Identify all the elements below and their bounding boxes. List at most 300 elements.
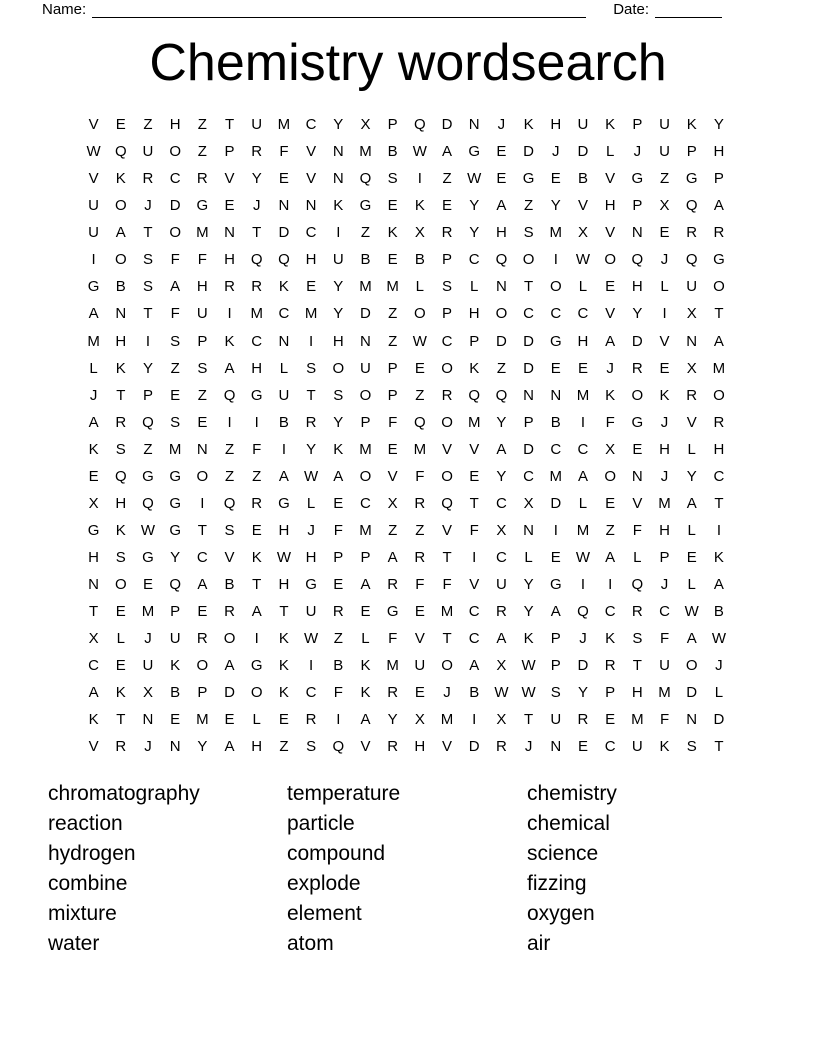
grid-letter: T [116,386,126,404]
grid-letter: E [251,521,262,539]
grid-letter: D [713,711,725,729]
grid-letter: L [361,630,370,648]
grid-letter: C [196,549,208,567]
grid-letter: C [305,684,317,702]
grid-letter: A [88,305,99,323]
grid-letter: D [441,116,453,134]
grid-letter: F [170,251,180,269]
grid-letter: N [278,197,290,215]
grid-letter: Z [388,521,398,539]
grid-letter: B [278,413,289,431]
grid-letter: P [170,603,181,621]
grid-letter: P [387,359,398,377]
grid-letter: T [714,494,724,512]
grid-letter: R [251,494,263,512]
grid-letter: R [577,711,589,729]
grid-letter: C [550,305,562,323]
grid-letter: H [659,440,670,458]
grid-letter: Y [550,197,561,215]
grid-letter: W [304,467,319,485]
grid-letter: N [468,116,480,134]
grid-letter: S [306,738,317,756]
grid-letter: X [577,224,588,242]
grid-letter: T [714,738,724,756]
grid-letter: N [278,332,290,350]
grid-letter: Z [197,143,207,161]
grid-letter: E [577,359,588,377]
grid-letter: G [713,251,725,269]
grid-letter: Z [224,467,235,485]
grid-letter: Q [414,413,426,431]
grid-letter: H [224,251,235,269]
grid-letter: B [469,684,480,702]
grid-letter: W [140,521,156,539]
grid-letter: Q [577,603,589,621]
grid-letter: I [580,576,586,594]
grid-letter: U [142,657,154,675]
grid-letter: R [495,603,507,621]
grid-letter: E [333,576,344,594]
grid-letter: A [278,467,289,485]
grid-letter: O [223,630,236,648]
grid-letter: O [169,143,181,161]
word-list-item: particle [287,812,355,835]
grid-letter: C [468,251,480,269]
grid-letter: K [88,440,99,458]
grid-letter: A [115,224,126,242]
grid-letter: I [145,332,151,350]
grid-letter: U [686,278,698,296]
grid-letter: D [523,440,535,458]
grid-letter: O [549,278,562,296]
grid-letter: C [495,549,507,567]
grid-letter: N [686,711,698,729]
grid-letter: A [224,738,235,756]
grid-letter: C [251,332,263,350]
grid-letter: K [387,224,398,242]
grid-letter: F [333,684,343,702]
grid-letter: Q [468,386,481,404]
grid-letter: H [169,116,181,134]
grid-letter: U [659,657,670,675]
word-list-item: chromatography [48,782,200,805]
grid-letter: C [441,332,453,350]
date-label: Date: [613,1,650,18]
grid-letter: O [522,251,535,269]
grid-letter: J [144,738,152,756]
grid-letter: A [224,359,235,377]
grid-letter: R [251,278,263,296]
grid-letter: R [387,738,399,756]
grid-letter: R [686,386,698,404]
grid-letter: V [469,576,480,594]
grid-letter: A [713,576,724,594]
grid-letter: K [333,440,344,458]
word-list-item: chemical [527,812,610,835]
grid-letter: N [142,711,154,729]
grid-letter: Z [442,170,452,188]
grid-letter: Q [685,251,698,269]
grid-letter: C [88,657,100,675]
grid-letter: Z [170,359,180,377]
grid-letter: P [632,116,643,134]
grid-letter: Z [605,521,615,539]
grid-letter: V [632,494,643,512]
grid-letter: R [414,494,426,512]
grid-letter: Y [333,116,344,134]
grid-letter: V [414,630,425,648]
grid-letter: Z [197,116,207,134]
grid-letter: O [713,386,725,404]
grid-letter: P [659,549,670,567]
grid-letter: A [686,630,697,648]
grid-letter: Y [333,413,344,431]
grid-letter: H [115,332,127,350]
grid-letter: Y [523,576,534,594]
grid-letter: A [605,549,616,567]
grid-letter: D [577,143,589,161]
word-list-item: chemistry [527,782,617,805]
grid-letter: E [550,170,561,188]
grid-letter: Y [387,711,398,729]
grid-letter: G [196,197,209,215]
grid-letter: U [360,359,371,377]
grid-letter: Z [524,197,534,215]
grid-letter: U [196,305,208,323]
grid-letter: S [142,278,153,296]
grid-letter: P [686,143,697,161]
grid-letter: E [605,494,616,512]
grid-letter: D [523,143,535,161]
grid-letter: M [440,603,454,621]
grid-letter: M [87,332,100,350]
word-list-item: reaction [48,812,123,835]
grid-letter: Y [496,467,507,485]
grid-letter: L [578,494,588,512]
grid-letter: A [577,467,588,485]
grid-letter: X [88,630,99,648]
grid-letter: L [306,494,316,512]
grid-letter: I [254,413,259,431]
grid-letter: V [577,197,588,215]
grid-letter: T [143,305,153,323]
grid-letter: H [713,143,725,161]
grid-letter: R [713,224,725,242]
grid-letter: W [412,332,427,350]
grid-letter: V [605,170,616,188]
grid-letter: L [660,278,669,296]
grid-letter: F [415,467,425,485]
grid-letter: E [442,197,453,215]
grid-letter: E [387,197,398,215]
grid-letter: E [414,359,425,377]
grid-letter: G [169,521,181,539]
grid-letter: G [468,143,481,161]
grid-letter: K [278,630,289,648]
grid-letter: L [687,576,696,594]
grid-letter: K [115,170,126,188]
grid-letter: U [169,630,181,648]
grid-letter: V [360,738,371,756]
grid-letter: T [632,657,642,675]
grid-letter: M [359,440,372,458]
grid-letter: S [224,521,235,539]
grid-letter: R [196,170,208,188]
grid-letter: T [524,711,534,729]
grid-letter: K [605,630,616,648]
grid-letter: U [88,224,100,242]
grid-letter: W [711,630,726,648]
grid-letter: G [250,386,263,404]
grid-letter: Y [496,413,507,431]
grid-letter: G [142,549,154,567]
grid-letter: U [414,657,426,675]
grid-letter: S [632,630,643,648]
word-list-item: water [48,932,100,955]
grid-letter: K [659,386,670,404]
grid-letter: I [553,521,558,539]
grid-letter: T [143,224,153,242]
grid-letter: H [577,332,589,350]
grid-letter: E [659,224,670,242]
grid-letter: S [523,224,534,242]
grid-letter: Q [278,251,290,269]
wordsearch-grid [80,111,733,761]
grid-letter: W [521,657,536,675]
grid-letter: G [142,467,154,485]
grid-letter: F [252,440,262,458]
grid-letter: I [716,521,721,539]
grid-letter: I [336,711,341,729]
grid-letter: R [631,359,643,377]
grid-letter: A [224,657,235,675]
grid-letter: D [468,738,480,756]
grid-letter: Y [469,197,480,215]
grid-letter: W [86,143,101,161]
grid-letter: T [442,630,452,648]
grid-letter: Q [169,576,181,594]
grid-letter: K [88,711,99,729]
grid-letter: E [577,738,588,756]
grid-letter: K [659,738,670,756]
grid-letter: C [713,467,725,485]
grid-letter: U [332,251,344,269]
grid-letter: Y [170,549,181,567]
grid-letter: F [469,521,479,539]
grid-letter: M [359,143,372,161]
grid-letter: Q [114,143,127,161]
grid-letter: B [414,251,425,269]
grid-letter: A [686,494,697,512]
grid-letter: S [170,332,181,350]
grid-letter: G [87,521,100,539]
grid-letter: A [360,711,371,729]
grid-letter: H [631,684,643,702]
grid-letter: G [522,170,535,188]
grid-letter: B [170,684,181,702]
grid-letter: U [659,143,670,161]
grid-letter: K [333,197,344,215]
grid-letter: Q [495,386,508,404]
grid-letter: K [605,386,616,404]
grid-letter: J [443,684,451,702]
grid-letter: R [224,278,235,296]
grid-letter: T [89,603,99,621]
grid-letter: H [631,278,643,296]
grid-letter: P [387,386,398,404]
grid-letter: O [685,657,698,675]
name-label: Name: [42,1,87,18]
grid-letter: X [659,197,670,215]
grid-letter: J [660,576,669,594]
grid-letter: F [170,305,180,323]
grid-letter: L [89,359,98,377]
grid-letter: P [360,549,371,567]
grid-letter: Y [197,738,208,756]
grid-letter: G [685,170,698,188]
grid-letter: X [414,224,425,242]
grid-letter: V [659,332,670,350]
grid-letter: I [336,224,341,242]
grid-letter: J [307,521,315,539]
grid-letter: A [170,278,181,296]
grid-letter: K [224,332,235,350]
grid-letter: M [359,521,372,539]
word-list-item: fizzing [527,872,587,895]
grid-letter: Z [279,738,289,756]
grid-letter: F [659,630,670,648]
grid-letter: Q [114,467,127,485]
grid-letter: J [579,630,587,648]
grid-letter: T [252,576,262,594]
grid-letter: C [523,305,535,323]
grid-letter: R [115,738,127,756]
grid-letter: V [88,738,99,756]
grid-letter: Z [143,440,153,458]
grid-letter: Y [713,116,724,134]
grid-letter: V [306,170,317,188]
grid-letter: Z [659,170,670,188]
grid-letter: O [441,359,453,377]
grid-letter: A [88,413,99,431]
word-list-item: mixture [48,902,117,925]
grid-letter: G [631,170,644,188]
grid-letter: H [305,251,317,269]
grid-letter: T [442,549,452,567]
grid-letter: W [304,630,319,648]
grid-letter: C [577,440,589,458]
grid-letter: R [441,386,453,404]
grid-letter: P [224,143,235,161]
grid-letter: V [442,738,453,756]
grid-letter: H [115,494,127,512]
word-list-column [287,779,527,959]
grid-letter: S [387,170,398,188]
grid-letter: Q [414,116,426,134]
grid-letter: H [305,549,317,567]
grid-letter: E [115,603,126,621]
grid-letter: W [494,684,509,702]
grid-letter: W [521,684,536,702]
grid-letter: E [278,711,289,729]
word-list-column [527,779,766,959]
grid-letter: R [441,224,453,242]
grid-letter: G [386,603,399,621]
grid-letter: Y [469,224,480,242]
grid-letter: I [417,170,422,188]
grid-letter: T [524,278,534,296]
grid-letter: R [604,657,616,675]
grid-letter: K [278,684,289,702]
grid-letter: U [278,386,290,404]
grid-letter: T [469,494,479,512]
grid-letter: Q [223,494,236,512]
grid-letter: E [632,440,643,458]
grid-letter: R [305,413,317,431]
name-fill-line [92,2,586,18]
word-list-item: compound [287,842,386,865]
grid-letter: P [333,549,344,567]
grid-letter: U [495,576,507,594]
grid-letter: F [279,143,289,161]
grid-letter: E [197,603,208,621]
grid-letter: N [88,576,100,594]
grid-letter: E [170,711,181,729]
grid-letter: D [278,224,290,242]
grid-letter: I [309,657,314,675]
grid-letter: K [170,657,181,675]
grid-letter: Y [251,170,262,188]
grid-letter: J [497,116,506,134]
grid-letter: S [442,278,453,296]
grid-letter: G [87,278,100,296]
grid-letter: Z [360,224,371,242]
grid-letter: B [333,657,344,675]
grid-letter: Z [143,116,153,134]
grid-letter: D [495,332,507,350]
grid-letter: E [333,494,344,512]
grid-letter: S [170,413,181,431]
grid-letter: E [142,576,153,594]
grid-letter: I [472,549,477,567]
grid-letter: H [414,738,426,756]
grid-letter: R [495,738,507,756]
grid-letter: G [631,413,644,431]
grid-letter: P [442,251,453,269]
grid-letter: J [660,413,669,431]
grid-letter: U [577,116,589,134]
grid-letter: E [387,440,398,458]
grid-letter: L [633,549,642,567]
grid-letter: G [305,576,317,594]
grid-letter: A [496,197,507,215]
grid-letter: C [604,603,616,621]
grid-letter: M [576,521,590,539]
grid-letter: E [496,143,507,161]
grid-letter: M [141,603,155,621]
grid-letter: X [496,657,507,675]
grid-letter: T [224,116,235,134]
grid-letter: V [442,521,453,539]
grid-letter: S [115,440,126,458]
grid-letter: D [169,197,181,215]
grid-letter: Q [685,197,698,215]
grid-letter: E [605,711,616,729]
grid-letter: S [306,359,317,377]
grid-letter: Z [333,630,343,648]
grid-letter: A [496,440,507,458]
grid-letter: R [387,684,399,702]
